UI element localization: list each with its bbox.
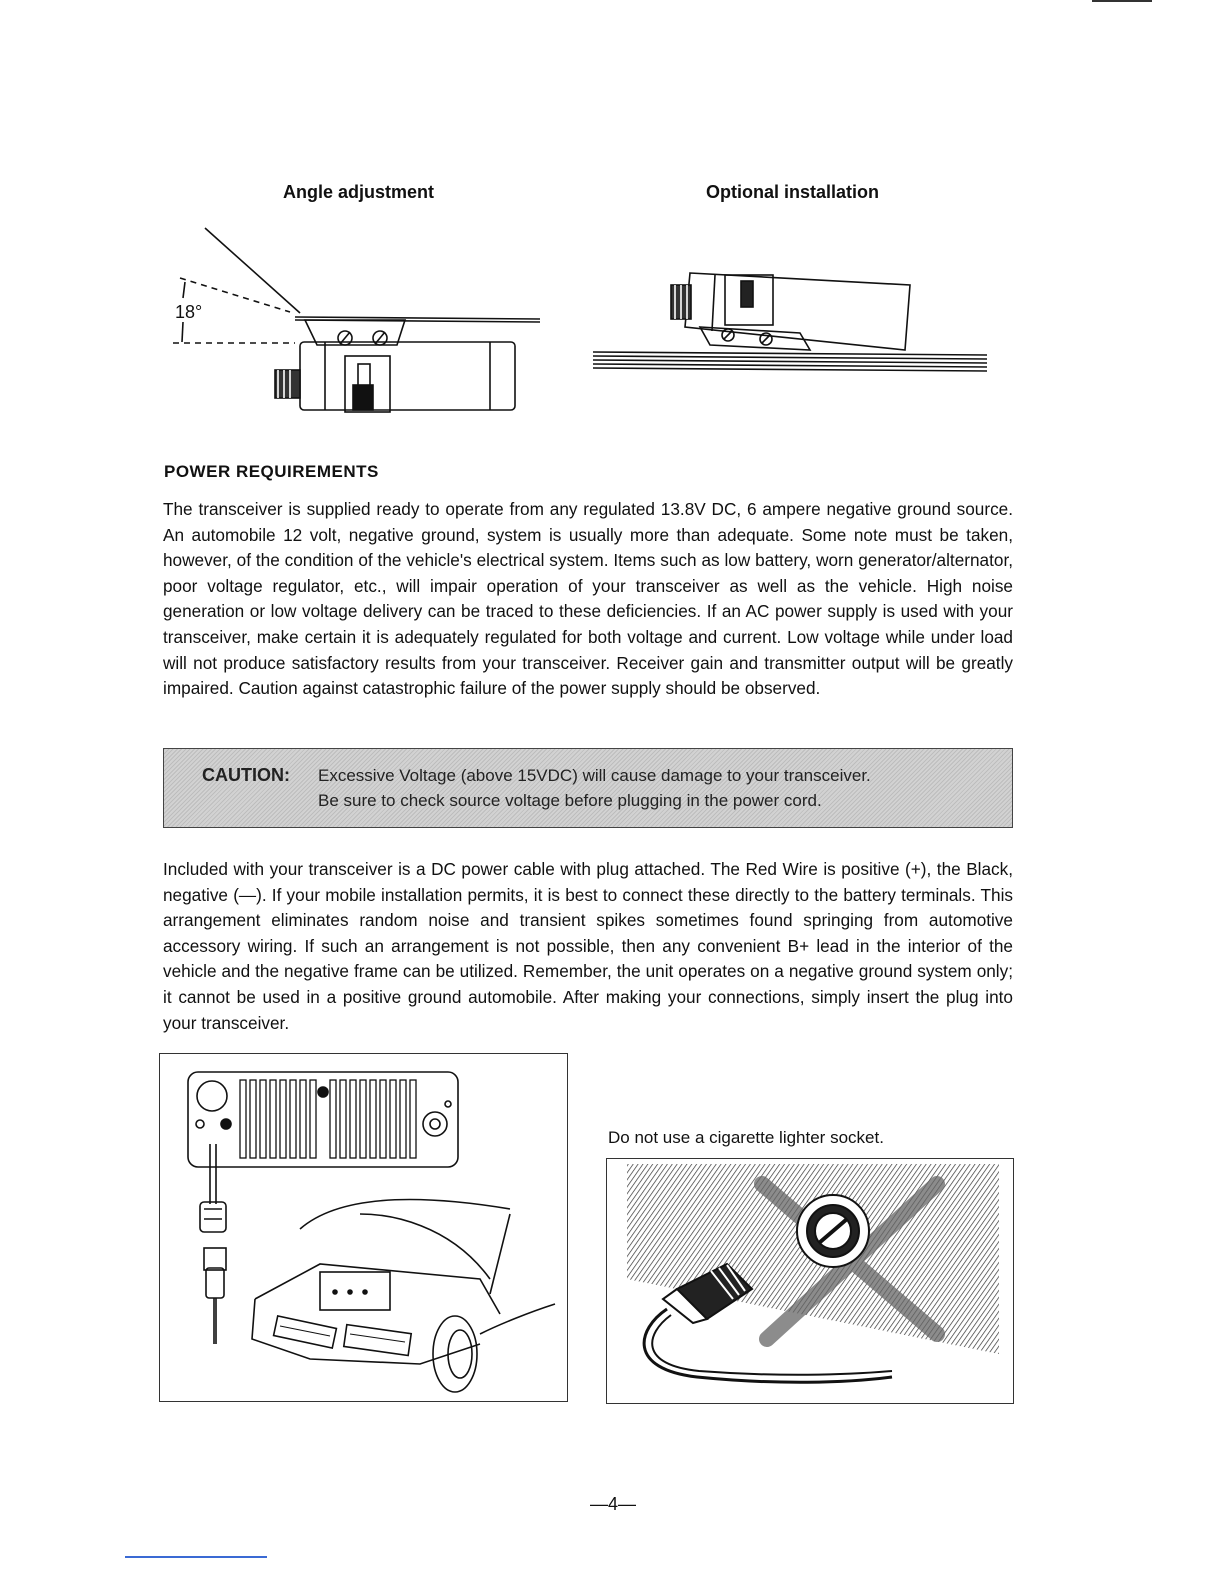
optional-installation-figure [585, 255, 995, 385]
angle-adjustment-figure [165, 220, 550, 420]
power-cable-paragraph: Included with your transceiver is a DC power cable with plug attached. The Red Wire is positive (+), the Black, negative (—). If your mobile installation permits, it is best to connect these directly to the battery terminals. This arrangement eliminates random noise and transient spikes sometimes found springing from automotive accessory wiring. If such an arrangement is not possible, then any convenient B+ lead in the interior of the vehicle and the negative frame can be utilized. Remember, the unit operates on a negative ground system only; it cannot be used in a positive ground automobile. After making your connections, simply insert the plug into your transceiver. [163, 859, 1013, 1033]
caution-text-line-1: Excessive Voltage (above 15VDC) will cause damage to your transceiver. [318, 766, 871, 785]
power-requirements-paragraph: The transceiver is supplied ready to operate from any regulated 13.8V DC, 6 ampere negative ground source. An automobile 12 volt, negative ground, system is usually more than adequate. Some note must be taken, however, of the condition of the vehicle's electrical system. Items such as low battery, worn generator/alternator, poor voltage regulator, etc., will impair operation of your transceiver as well as the vehicle. High noise generation or low voltage delivery can be traced to these deficiencies. If an AC power supply is used with your transceiver, make certain it is adequately regulated for both voltage and current. Low voltage while under load will not produce satisfactory results from your transceiver. Receiver gain and transmitter output will be greatly impaired. Caution against catastrophic failure of the power supply should be observed. [163, 499, 1013, 699]
optional-installation-caption: Optional installation [706, 182, 880, 202]
angle-adjustment-caption: Angle adjustment [283, 182, 435, 202]
power-requirements-heading: POWER REQUIREMENTS [164, 462, 379, 481]
angle-label: 18° [175, 302, 203, 322]
caution-label: CAUTION: [202, 765, 290, 785]
angle-adjustment-drawing [165, 220, 550, 420]
bottom-edge-rule [125, 1556, 267, 1558]
top-edge-rule [1092, 0, 1152, 2]
cigarette-lighter-figure [606, 1158, 1014, 1404]
caution-box [163, 748, 1013, 828]
cigarette-lighter-drawing [607, 1159, 1012, 1402]
caution-text-line-2: Be sure to check source voltage before plugging in the power cord. [318, 791, 822, 810]
page-number: —4— [590, 1494, 637, 1514]
battery-connection-drawing [160, 1054, 566, 1400]
battery-connection-figure [159, 1053, 568, 1402]
optional-installation-drawing [585, 255, 995, 385]
cigarette-lighter-caption: Do not use a cigarette lighter socket. [608, 1128, 884, 1147]
